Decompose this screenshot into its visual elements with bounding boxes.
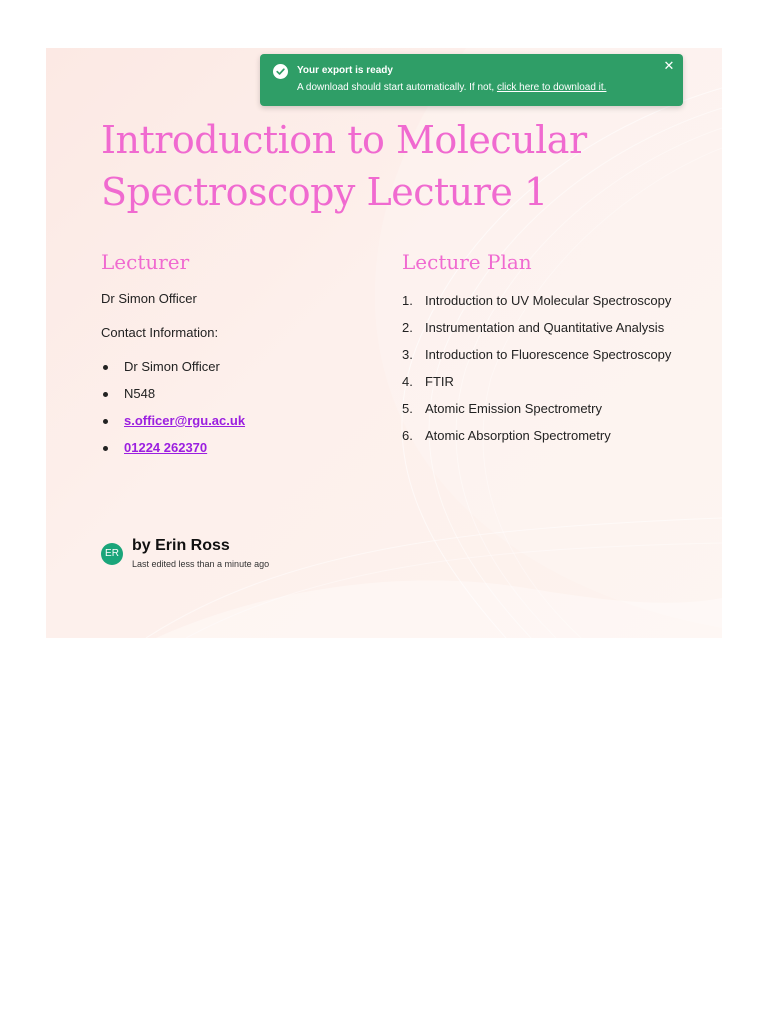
contact-name: Dr Simon Officer	[124, 359, 220, 374]
contact-item-email	[101, 412, 361, 430]
plan-item-number: 3.	[402, 347, 413, 362]
export-toast	[260, 54, 683, 106]
plan-item-text: Introduction to UV Molecular Spectroscopy	[425, 293, 672, 308]
plan-item-number: 2.	[402, 320, 413, 335]
plan-item	[402, 398, 672, 420]
contact-item-name	[101, 358, 361, 376]
lecturer-section	[101, 248, 361, 466]
bullet-dot	[103, 365, 108, 370]
contact-label: Contact Information:	[101, 325, 219, 340]
contact-item-room	[101, 385, 361, 403]
plan-item	[402, 344, 672, 366]
toast-message-text: A download should start automatically. If not,	[297, 82, 497, 93]
bullet-dot	[103, 392, 108, 397]
plan-item-number: 4.	[402, 374, 413, 389]
lecturer-heading: Lecturer	[101, 250, 190, 274]
download-link[interactable]: click here to download it.	[496, 82, 607, 93]
plan-item-text: Instrumentation and Quantitative Analysis	[425, 320, 665, 335]
plan-item-number: 6.	[402, 428, 413, 443]
toast-message	[297, 81, 606, 95]
plan-item-text: FTIR	[425, 374, 454, 389]
plan-item	[402, 317, 672, 339]
lecture-plan-list	[402, 290, 672, 447]
email-link[interactable]: s.officer@rgu.ac.uk	[124, 413, 246, 428]
bullet-dot	[103, 419, 108, 424]
check-circle-icon	[273, 64, 288, 79]
slide-card	[46, 48, 722, 638]
contact-item-phone	[101, 439, 361, 457]
contact-list	[101, 358, 361, 457]
plan-item-text: Atomic Absorption Spectrometry	[425, 428, 611, 443]
plan-item-text: Introduction to Fluorescence Spectroscopy	[425, 347, 672, 362]
lecture-plan-heading: Lecture Plan	[402, 250, 532, 274]
avatar[interactable]: ER	[101, 543, 123, 565]
author-name: by Erin Ross	[132, 537, 230, 554]
close-icon[interactable]: ✕	[663, 58, 675, 73]
bullet-dot	[103, 446, 108, 451]
slide-title: Introduction to Molecular Spectroscopy Lecture 1	[101, 118, 587, 214]
contact-room: N548	[124, 386, 156, 401]
toast-title: Your export is ready	[297, 65, 393, 76]
plan-item	[402, 290, 672, 312]
plan-item-text: Atomic Emission Spectrometry	[425, 401, 602, 416]
lecture-plan-section	[402, 248, 672, 452]
last-edited-text: Last edited less than a minute ago	[132, 559, 270, 569]
lecturer-name: Dr Simon Officer	[101, 291, 197, 306]
plan-item	[402, 371, 672, 393]
phone-link[interactable]: 01224 262370	[124, 440, 208, 455]
plan-item-number: 1.	[402, 293, 413, 308]
plan-item-number: 5.	[402, 401, 413, 416]
plan-item	[402, 425, 672, 447]
